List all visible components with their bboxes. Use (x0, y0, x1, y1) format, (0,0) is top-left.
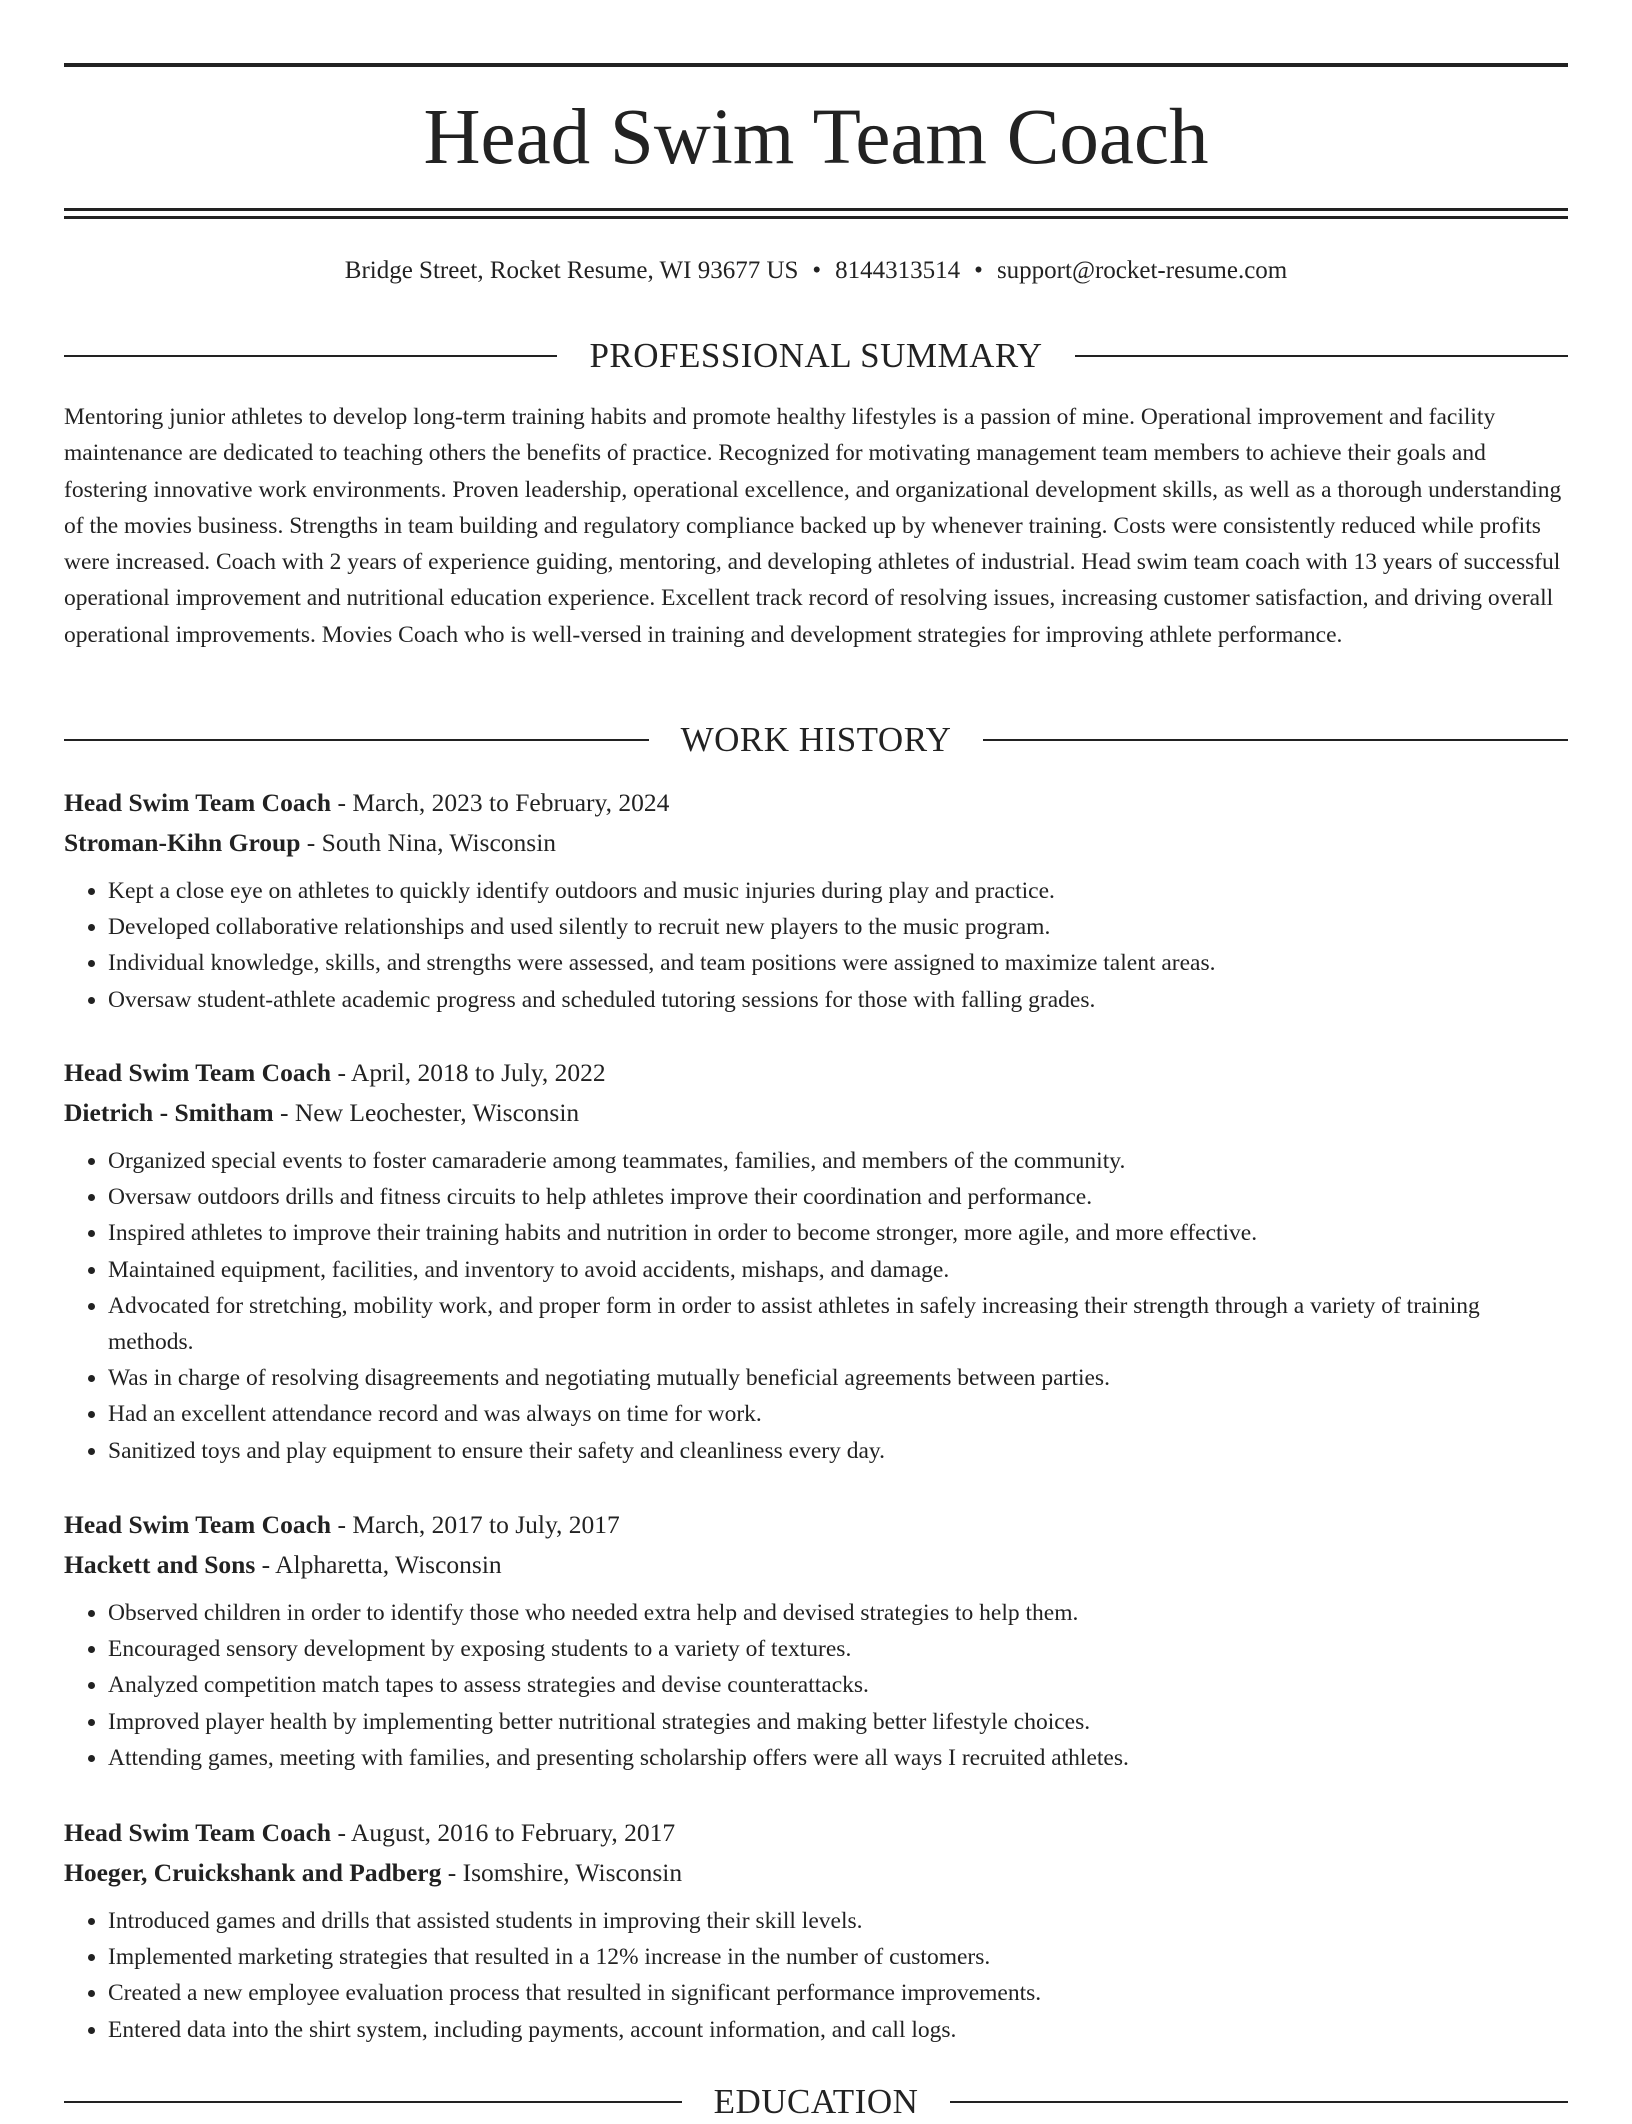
job-title: Head Swim Team Coach (64, 1058, 332, 1087)
job-dates: - March, 2023 to February, 2024 (331, 788, 670, 817)
contact-separator: • (812, 257, 822, 284)
job-bullet: • Implemented marketing strategies that resulted in a 12% increase in the number of customers. (108, 1939, 1568, 1975)
job-company-line (64, 1545, 1568, 1585)
job-bullet: • Maintained equipment, facilities, and inventory to avoid accidents, mishaps, and damage. (108, 1252, 1568, 1288)
job-entry (64, 1053, 1568, 1469)
job-company: Hackett and Sons (64, 1550, 256, 1579)
job-bullet: • Advocated for stretching, mobility work, and proper form in order to assist athletes in safely increasing their strength through a variety of training methods. (108, 1288, 1568, 1360)
section-heading-education (64, 2080, 1568, 2124)
job-bullets (64, 873, 1568, 1018)
job-dates: - August, 2016 to February, 2017 (331, 1818, 676, 1847)
contact-email: support@rocket-resume.com (996, 257, 1288, 284)
job-location: - South Nina, Wisconsin (300, 828, 557, 857)
header-double-rule-upper (64, 208, 1568, 211)
job-company-line (64, 823, 1568, 863)
job-bullet: • Oversaw student-athlete academic progress and scheduled tutoring sessions for those with falling grades. (108, 982, 1568, 1018)
job-company-line (64, 1853, 1568, 1893)
job-bullet: • Organized special events to foster camaraderie among teammates, families, and members of the community. (108, 1143, 1568, 1179)
job-bullet: • Encouraged sensory development by exposing students to a variety of textures. (108, 1631, 1568, 1667)
section-heading-label: EDUCATION (713, 2082, 919, 2121)
section-heading-work-history (64, 718, 1568, 762)
job-entry (64, 1813, 1568, 2048)
job-location: - New Leochester, Wisconsin (273, 1098, 580, 1127)
job-bullet: • Sanitized toys and play equipment to ensure their safety and cleanliness every day. (108, 1433, 1568, 1469)
resume-title: Head Swim Team Coach (423, 94, 1209, 181)
header-double-rule-lower (64, 216, 1568, 219)
heading-rule-left (64, 2101, 682, 2103)
job-bullet: • Individual knowledge, skills, and strengths were assessed, and team positions were assigned to maximize talent areas. (108, 945, 1568, 981)
job-bullet: • Observed children in order to identify those who needed extra help and devised strategies to help them. (108, 1595, 1568, 1631)
heading-rule-right (1075, 355, 1568, 357)
job-title: Head Swim Team Coach (64, 788, 332, 817)
header-top-rule (64, 63, 1568, 67)
job-bullet: • Improved player health by implementing better nutritional strategies and making better lifestyle choices. (108, 1704, 1568, 1740)
job-company: Dietrich - Smitham (64, 1098, 274, 1127)
job-title-line (64, 1505, 1568, 1545)
job-bullet: • Developed collaborative relationships and used silently to recruit new players to the music program. (108, 909, 1568, 945)
contact-phone: 8144313514 (835, 257, 961, 284)
job-company: Hoeger, Cruickshank and Padberg (64, 1858, 442, 1887)
heading-rule-left (64, 355, 557, 357)
job-dates: - March, 2017 to July, 2017 (331, 1510, 620, 1539)
section-heading-label: PROFESSIONAL SUMMARY (589, 336, 1043, 375)
job-bullets (64, 1903, 1568, 2048)
job-title-line (64, 1813, 1568, 1853)
job-title: Head Swim Team Coach (64, 1510, 332, 1539)
job-bullet: • Inspired athletes to improve their training habits and nutrition in order to become stronger, more agile, and more effective. (108, 1215, 1568, 1251)
job-bullet: • Kept a close eye on athletes to quickly identify outdoors and music injuries during play and practice. (108, 873, 1568, 909)
summary-paragraph: Mentoring junior athletes to develop long-term training habits and promote healthy lifestyles is a passion of mine. Operational improvement and facility maintenance are dedicated to teaching others the benefits of practice. Recognized for motivating management team members to achieve their goals and fostering innovative work environments. Proven leadership, operational excellence, and organizational development skills, as well as a thorough understanding of the movies business. Strengths in team building and regulatory compliance backed up by whenever training. Costs were consistently reduced while profits were increased. Coach with 2 years of experience guiding, mentoring, and developing athletes of industrial. Head swim team coach with 13 years of successful operational improvement and nutritional education experience. Excellent track record of resolving issues, increasing customer satisfaction, and driving overall operational improvements. Movies Coach who is well-versed in training and development strategies for improving athlete performance. (64, 404, 1562, 648)
contact-separator: • (974, 257, 983, 284)
job-dates: - April, 2018 to July, 2022 (331, 1058, 606, 1087)
job-bullet: • Introduced games and drills that assisted students in improving their skill levels. (108, 1903, 1568, 1939)
job-entry (64, 1505, 1568, 1776)
heading-rule-left (64, 739, 649, 741)
job-bullet: • Analyzed competition match tapes to assess strategies and devise counterattacks. (108, 1667, 1568, 1703)
job-company: Stroman-Kihn Group (64, 828, 301, 857)
job-title: Head Swim Team Coach (64, 1818, 332, 1847)
job-bullets (64, 1595, 1568, 1776)
job-bullet: • Had an excellent attendance record and was always on time for work. (108, 1396, 1568, 1432)
job-location: - Isomshire, Wisconsin (441, 1858, 683, 1887)
job-title-line (64, 783, 1568, 823)
section-heading-summary (64, 334, 1568, 378)
heading-rule-right (983, 739, 1568, 741)
job-bullet: • Oversaw outdoors drills and fitness circuits to help athletes improve their coordination and performance. (108, 1179, 1568, 1215)
job-bullet: • Created a new employee evaluation process that resulted in significant performance improvements. (108, 1975, 1568, 2011)
job-entry (64, 783, 1568, 1018)
job-bullets (64, 1143, 1568, 1469)
section-heading-label: WORK HISTORY (680, 720, 952, 759)
job-bullet: • Was in charge of resolving disagreements and negotiating mutually beneficial agreements between parties. (108, 1360, 1568, 1396)
job-location: - Alpharetta, Wisconsin (255, 1550, 502, 1579)
contact-address: Bridge Street, Rocket Resume, WI 93677 US (344, 257, 799, 284)
job-bullet: • Entered data into the shirt system, including payments, account information, and call logs. (108, 2012, 1568, 2048)
heading-rule-right (950, 2101, 1568, 2103)
job-title-line (64, 1053, 1568, 1093)
contact-line (64, 253, 1568, 289)
job-bullet: • Attending games, meeting with families, and presenting scholarship offers were all ways I recruited athletes. (108, 1740, 1568, 1776)
job-company-line (64, 1093, 1568, 1133)
